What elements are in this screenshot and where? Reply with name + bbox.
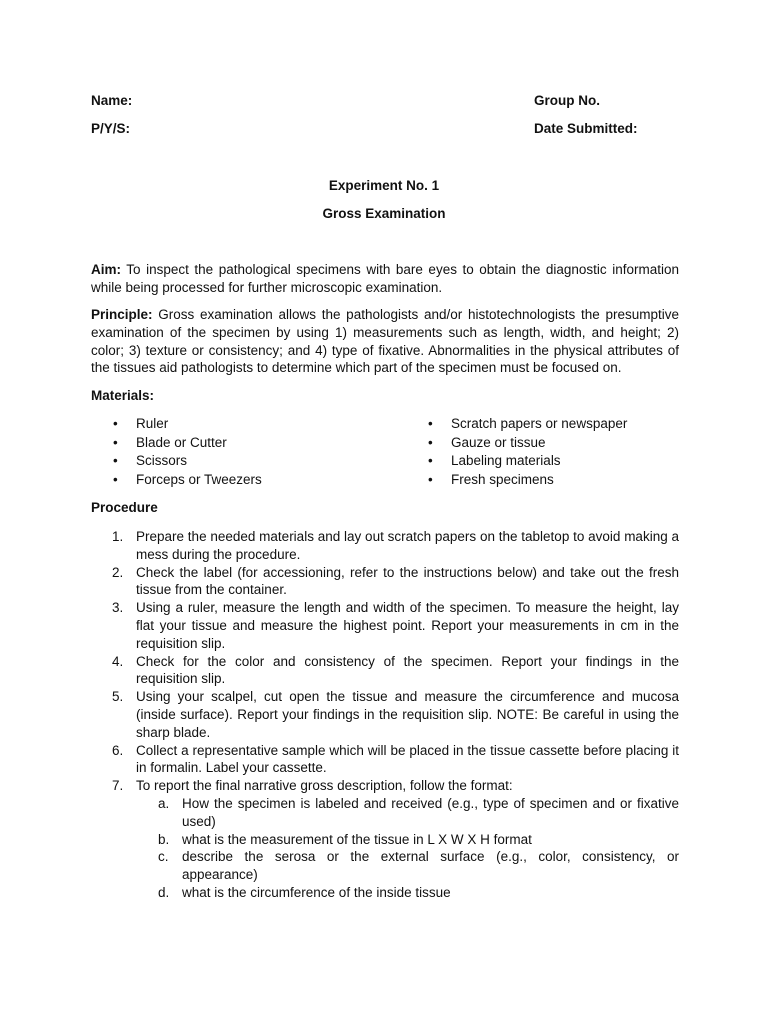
procedure-step xyxy=(112,599,679,652)
substep-letter: c. xyxy=(158,849,169,865)
list-item: • Scratch papers or newspaper xyxy=(406,415,627,434)
list-item: • Blade or Cutter xyxy=(91,434,262,453)
procedure-step xyxy=(112,742,679,778)
pys-label: P/Y/S: xyxy=(91,121,131,136)
format-substep xyxy=(158,884,679,902)
procedure-step xyxy=(112,688,679,741)
format-substep xyxy=(158,848,679,884)
substep-text: How the specimen is labeled and received (e.g., type of specimen and or fixative used) xyxy=(182,795,679,829)
procedure-step xyxy=(112,564,679,600)
principle-text: Gross examination allows the pathologists and/or histotechnologists the presumptive examination of the specimen by using 1) measurements such as length, width, and height; 2) color; 3) texture or consistency; and 4) type of fixative. Abnormalities in the physical attributes of the tissues aid pathologists to determine which part of the specimen must be focused on. xyxy=(91,307,679,376)
aim-paragraph xyxy=(91,261,679,297)
format-substep xyxy=(158,795,679,831)
list-item: • Labeling materials xyxy=(406,452,627,471)
step-number: 3. xyxy=(112,600,124,616)
experiment-title: Gross Examination xyxy=(322,206,446,221)
list-item: • Forceps or Tweezers xyxy=(91,471,262,490)
materials-heading: Materials: xyxy=(91,388,155,403)
substep-letter: b. xyxy=(158,831,170,847)
procedure-step xyxy=(112,653,679,689)
aim-label: Aim: xyxy=(91,262,121,277)
procedure-step xyxy=(112,528,679,564)
substep-letter: d. xyxy=(158,884,170,900)
name-label: Name: xyxy=(91,93,133,108)
substep-text: what is the measurement of the tissue in L X W X H format xyxy=(182,831,532,847)
procedure-steps xyxy=(112,528,679,902)
date-submitted-label: Date Submitted: xyxy=(534,121,638,136)
step-text: Using your scalpel, cut open the tissue and measure the circumference and mucosa (inside surface). Report your findings in the requisition slip. NOTE: Be careful in using the sharp blade. xyxy=(136,689,679,740)
step-text: Using a ruler, measure the length and width of the specimen. To measure the height, lay flat your tissue and measure the highest point. Report your measurements in cm in the requisition slip. xyxy=(136,600,679,651)
step-number: 7. xyxy=(112,778,124,794)
substep-text: describe the serosa or the external surface (e.g., color, consistency, or appearance) xyxy=(182,849,679,883)
principle-paragraph xyxy=(91,306,679,377)
list-item: • Ruler xyxy=(91,415,262,434)
list-item: • Fresh specimens xyxy=(406,471,627,490)
aim-text: To inspect the pathological specimens with bare eyes to obtain the diagnostic information while being processed for further microscopic examination. xyxy=(91,262,679,295)
procedure-heading: Procedure xyxy=(91,500,158,515)
principle-label: Principle: xyxy=(91,307,153,322)
procedure-step xyxy=(112,777,679,902)
group-no-label: Group No. xyxy=(534,93,600,108)
materials-list-left xyxy=(91,415,262,489)
materials-list-right xyxy=(406,415,627,489)
format-substeps xyxy=(158,795,679,902)
format-substep xyxy=(158,831,679,849)
experiment-number: Experiment No. 1 xyxy=(328,178,440,193)
step-text: Collect a representative sample which will be placed in the tissue cassette before placing it in formalin. Label your cassette. xyxy=(136,742,679,776)
list-item: • Gauze or tissue xyxy=(406,434,627,453)
substep-letter: a. xyxy=(158,795,170,811)
step-text: Prepare the needed materials and lay out scratch papers on the tabletop to avoid making a mess during the procedure. xyxy=(136,529,679,562)
step-number: 5. xyxy=(112,689,124,705)
step-number: 4. xyxy=(112,653,124,669)
step-number: 1. xyxy=(112,529,124,544)
step-text: Check for the color and consistency of the specimen. Report your findings in the requisition slip. xyxy=(136,653,679,687)
step-text: To report the final narrative gross description, follow the format: xyxy=(136,778,513,794)
substep-text: what is the circumference of the inside tissue xyxy=(182,884,451,900)
step-number: 6. xyxy=(112,742,124,758)
step-text: Check the label (for accessioning, refer to the instructions below) and take out the fresh tissue from the container. xyxy=(136,564,679,598)
list-item: • Scissors xyxy=(91,452,262,471)
step-number: 2. xyxy=(112,564,124,580)
